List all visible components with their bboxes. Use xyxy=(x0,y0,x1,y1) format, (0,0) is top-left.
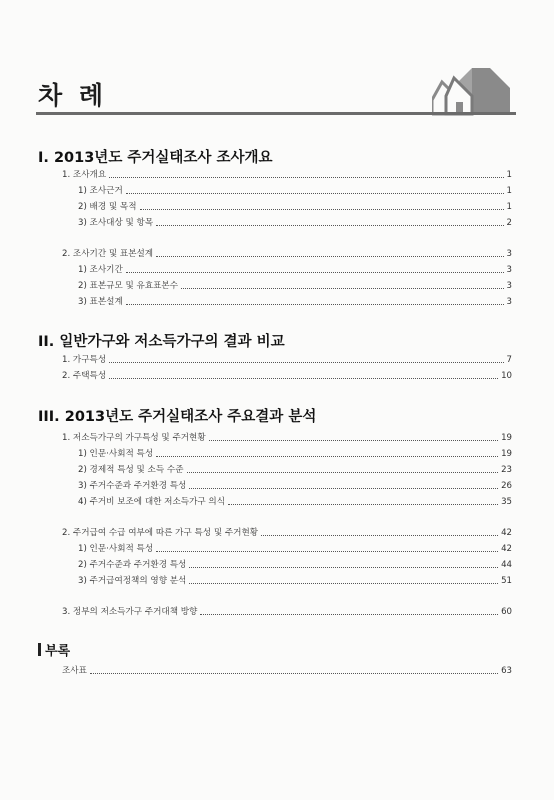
leader-dots xyxy=(200,614,498,615)
toc-entry[interactable] xyxy=(78,479,512,491)
toc-entry[interactable] xyxy=(78,558,512,570)
toc-entry[interactable] xyxy=(62,247,512,259)
page-title: 차 례 xyxy=(38,81,108,110)
toc-entry-page: 19 xyxy=(501,433,512,443)
toc-entry-page: 44 xyxy=(501,560,512,570)
toc-entry[interactable] xyxy=(62,353,512,365)
leader-dots xyxy=(209,440,498,441)
appendix-marker xyxy=(38,643,41,656)
toc-entry-page: 63 xyxy=(501,666,512,676)
leader-dots xyxy=(126,304,504,305)
toc-entry-page: 1 xyxy=(506,202,512,212)
house-icon xyxy=(432,64,516,118)
toc-entry-label: 1. 저소득가구의 가구특성 및 주거현황 xyxy=(62,433,206,443)
leader-dots xyxy=(189,567,498,568)
toc-entry-page: 26 xyxy=(501,481,512,491)
toc-entry[interactable] xyxy=(62,605,512,617)
leader-dots xyxy=(156,256,503,257)
toc-entry-page: 60 xyxy=(501,607,512,617)
leader-dots xyxy=(187,472,499,473)
toc-entry[interactable] xyxy=(78,295,512,307)
toc-entry-label: 조사표 xyxy=(62,666,87,676)
toc-entry[interactable] xyxy=(78,263,512,275)
leader-dots xyxy=(156,551,498,552)
leader-dots xyxy=(90,673,498,674)
toc-entry[interactable] xyxy=(78,542,512,554)
toc-entry-page: 35 xyxy=(501,497,512,507)
toc-entry-label: 1. 가구특성 xyxy=(62,355,107,365)
section-heading-3: III. 2013년도 주거실태조사 주요결과 분석 xyxy=(38,409,317,425)
toc-entry-page: 3 xyxy=(506,281,512,291)
toc-entry-label: 2) 주거수준과 주거환경 특성 xyxy=(78,560,187,570)
toc-entry[interactable] xyxy=(62,431,512,443)
toc-entry-label: 3) 주거급여정책의 영향 분석 xyxy=(78,576,187,586)
section-heading-2: II. 일반가구와 저소득가구의 결과 비교 xyxy=(38,334,285,350)
toc-entry-label: 1) 조사기간 xyxy=(78,265,123,275)
toc-entry-page: 7 xyxy=(506,355,512,365)
section-heading-1: I. 2013년도 주거실태조사 조사개요 xyxy=(38,150,273,166)
leader-dots xyxy=(109,177,503,178)
toc-entry-label: 1) 조사근거 xyxy=(78,186,123,196)
toc-entry-page: 42 xyxy=(501,528,512,538)
toc-entry[interactable] xyxy=(78,184,512,196)
toc-entry[interactable] xyxy=(78,574,512,586)
toc-entry-page: 19 xyxy=(501,449,512,459)
toc-entry[interactable] xyxy=(78,200,512,212)
leader-dots xyxy=(228,504,498,505)
toc-entry-label: 2) 표본규모 및 유효표본수 xyxy=(78,281,179,291)
toc-entry-page: 1 xyxy=(506,170,512,180)
leader-dots xyxy=(109,378,498,379)
leader-dots xyxy=(156,225,503,226)
leader-dots xyxy=(126,272,504,273)
leader-dots xyxy=(181,288,503,289)
leader-dots xyxy=(189,488,498,489)
toc-entry-label: 3) 조사대상 및 항목 xyxy=(78,218,154,228)
toc-entry[interactable] xyxy=(62,168,512,180)
toc-entry-page: 3 xyxy=(506,297,512,307)
leader-dots xyxy=(189,583,498,584)
toc-entry-page: 1 xyxy=(506,186,512,196)
toc-entry-page: 3 xyxy=(506,249,512,259)
leader-dots xyxy=(109,362,503,363)
toc-entry[interactable] xyxy=(78,279,512,291)
toc-entry[interactable] xyxy=(78,463,512,475)
toc-entry-label: 2. 주거급여 수급 여부에 따른 가구 특성 및 주거현황 xyxy=(62,528,259,538)
toc-entry-label: 2. 주택특성 xyxy=(62,371,107,381)
toc-entry-page: 2 xyxy=(506,218,512,228)
toc-entry[interactable] xyxy=(62,526,512,538)
toc-entry[interactable] xyxy=(62,369,512,381)
leader-dots xyxy=(261,535,498,536)
toc-entry-label: 1) 인문·사회적 특성 xyxy=(78,544,154,554)
toc-entry[interactable] xyxy=(78,495,512,507)
toc-entry-label: 4) 주거비 보조에 대한 저소득가구 의식 xyxy=(78,497,226,507)
toc-entry[interactable] xyxy=(78,447,512,459)
leader-dots xyxy=(126,193,504,194)
toc-entry-label: 3. 정부의 저소득가구 주거대책 방향 xyxy=(62,607,198,617)
toc-entry-label: 3) 표본설계 xyxy=(78,297,123,307)
appendix-heading-label: 부록 xyxy=(45,644,71,659)
toc-entry-page: 23 xyxy=(501,465,512,475)
toc-entry-page: 3 xyxy=(506,265,512,275)
toc-entry-label: 1) 인문·사회적 특성 xyxy=(78,449,154,459)
toc-entry-label: 3) 주거수준과 주거환경 특성 xyxy=(78,481,187,491)
toc-entry-page: 51 xyxy=(501,576,512,586)
toc-entry[interactable] xyxy=(62,664,512,676)
title-divider xyxy=(36,112,516,115)
toc-entry-page: 42 xyxy=(501,544,512,554)
appendix-heading xyxy=(38,640,70,659)
toc-entry[interactable] xyxy=(78,216,512,228)
leader-dots xyxy=(156,456,498,457)
leader-dots xyxy=(140,209,504,210)
toc-entry-label: 2) 배경 및 목적 xyxy=(78,202,137,212)
toc-entry-label: 2. 조사기간 및 표본설계 xyxy=(62,249,154,259)
toc-entry-page: 10 xyxy=(501,371,512,381)
toc-entry-label: 2) 경제적 특성 및 소득 수준 xyxy=(78,465,184,475)
toc-entry-label: 1. 조사개요 xyxy=(62,170,107,180)
